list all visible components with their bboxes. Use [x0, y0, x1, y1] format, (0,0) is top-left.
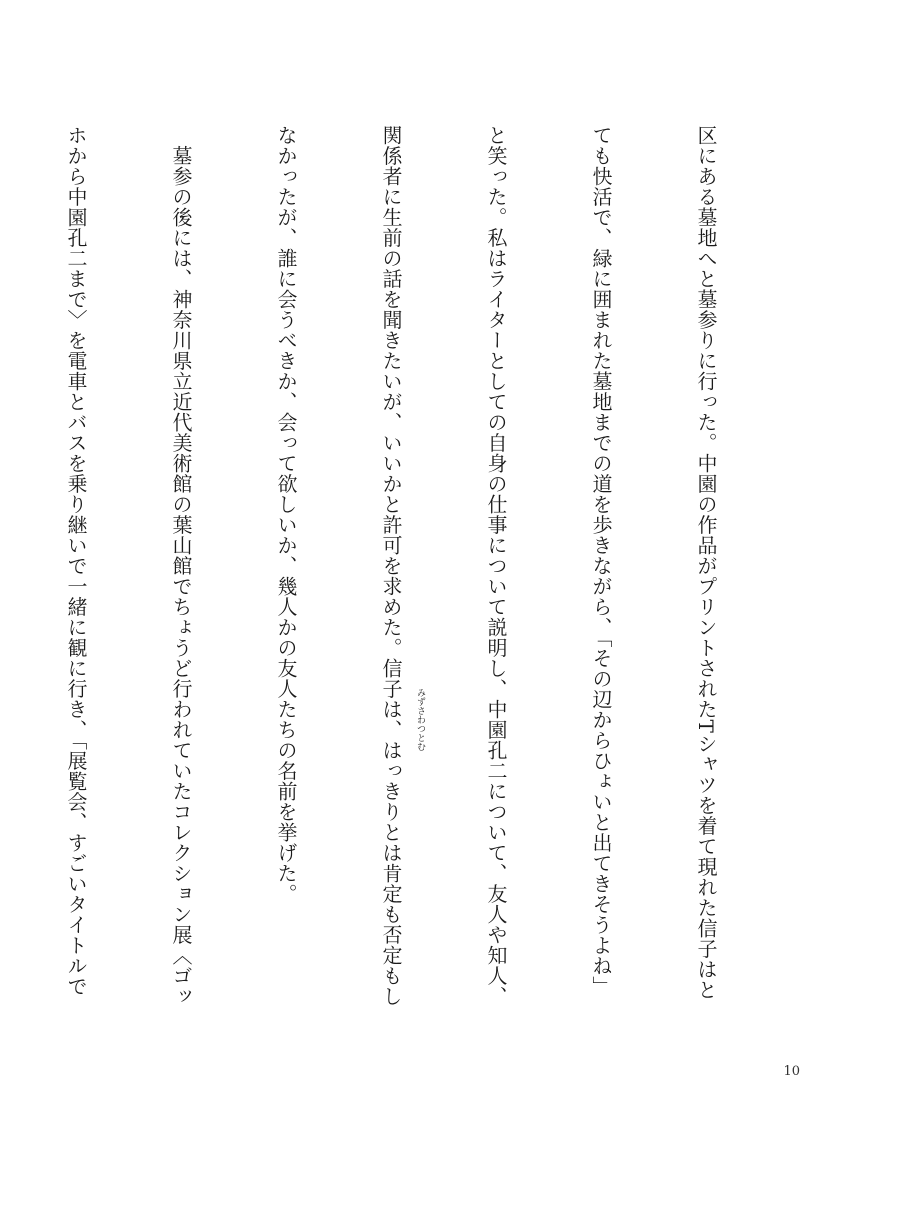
text-line: 墓参の後には、神奈川県立近代美術館の葉山館でちょうど行われていたコレクション展〈ゴッ — [169, 125, 193, 1007]
text-line: と笑った。私はライターとしての自身の仕事について説明し、中園孔二について、友人や知人、 — [484, 125, 508, 1007]
text-line: ても快活で、緑に囲まれた墓地までの道を歩きながら、「その辺からひょいと出てきそうよね」 — [589, 125, 613, 997]
furigana-ruby: みずさわつとむ — [415, 688, 425, 751]
page-number: 10 — [783, 1064, 800, 1079]
text-line: ホから中園孔二まで〉を電車とバスを乗り継いで一緒に観に行き、「展覧会、すごいタイトルで — [64, 125, 88, 997]
text-line: 区にある墓地へと墓参りに行った。中園の作品がプリントされたTシャツを着て現れた信子はと — [694, 125, 718, 1000]
vertical-body-text — [64, 125, 793, 1025]
text-line: 関係者に生前の話を聞きたいが、いいかと許可を求めた。信子は、はっきりとは肯定も否定もし — [379, 125, 403, 1007]
text-line: なかったが、誰に会うべきか、会って欲しいか、幾人かの友人たちの名前を挙げた。 — [274, 125, 298, 904]
